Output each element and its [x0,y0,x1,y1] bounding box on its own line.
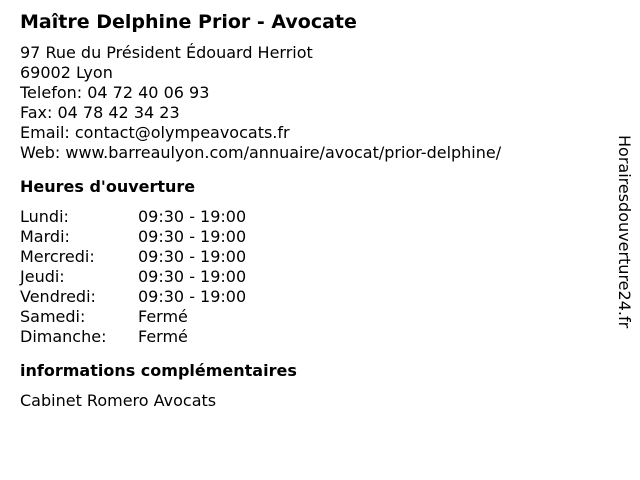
hours-row-tuesday [20,227,600,247]
hours-row-wednesday [20,247,600,267]
hours-row-friday [20,287,600,307]
day-label: Samedi: [20,307,86,326]
day-label: Jeudi: [20,267,65,286]
hours-row-monday [20,207,600,227]
day-label: Lundi: [20,207,69,226]
time-range: 09:30 - 19:00 [138,247,247,266]
day-label: Mardi: [20,227,70,246]
business-card [20,9,600,411]
opening-hours-table [20,207,600,347]
hours-row-sunday [20,327,600,347]
time-range: 09:30 - 19:00 [138,227,247,246]
time-range: 09:30 - 19:00 [138,207,247,226]
fax-number: Fax: 04 78 42 34 23 [20,103,180,122]
time-range: Fermé [138,327,188,346]
address-line-street: 97 Rue du Président Édouard Herriot [20,43,313,62]
address-line-city: 69002 Lyon [20,63,113,82]
contact-block [20,43,600,163]
opening-hours-heading: Heures d'ouverture [20,177,196,196]
email-address: Email: contact@olympeavocats.fr [20,123,290,142]
time-range: 09:30 - 19:00 [138,267,247,286]
day-label: Mercredi: [20,247,95,266]
business-name: Maître Delphine Prior - Avocate [20,11,357,33]
phone-number: Telefon: 04 72 40 06 93 [20,83,210,102]
hours-row-saturday [20,307,600,327]
site-watermark: Horairesdouverture24.fr [615,135,634,329]
additional-info-heading: informations complémentaires [20,361,297,380]
additional-info-text: Cabinet Romero Avocats [20,391,217,410]
time-range: 09:30 - 19:00 [138,287,247,306]
hours-row-thursday [20,267,600,287]
time-range: Fermé [138,307,188,326]
website-address: Web: www.barreaulyon.com/annuaire/avocat/prior-delphine/ [20,143,502,162]
day-label: Vendredi: [20,287,96,306]
day-label: Dimanche: [20,327,107,346]
